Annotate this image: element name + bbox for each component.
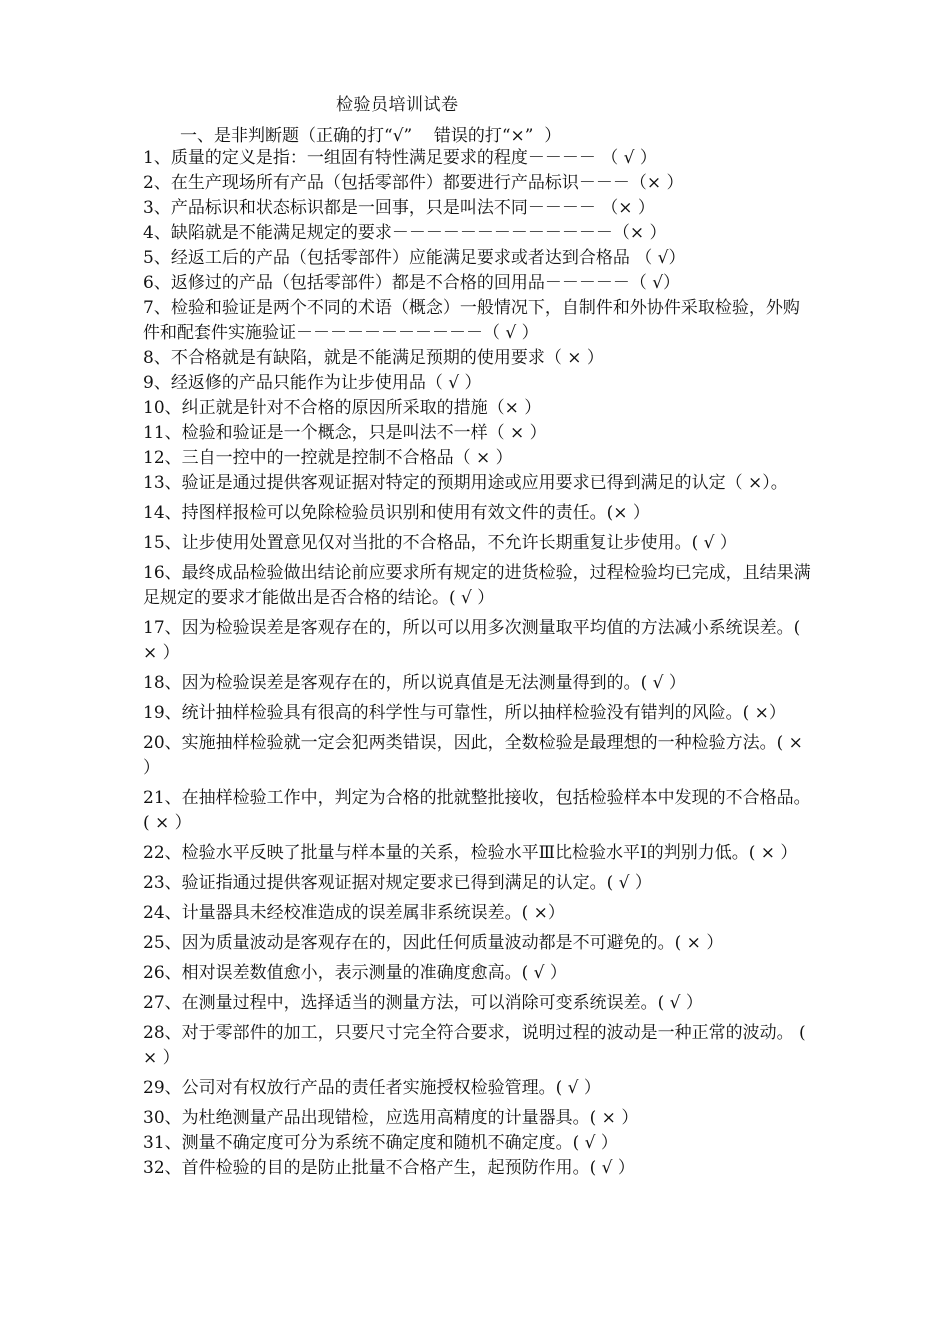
question-item: 3、产品标识和状态标识都是一回事，只是叫法不同－－－－ （× ） bbox=[143, 198, 655, 218]
question-item: 17、因为检验误差是客观存在的，所以可以用多次测量取平均值的方法减小系统误差。( × ） bbox=[143, 618, 801, 663]
question-item: 25、因为质量波动是客观存在的，因此任何质量波动都是不可避免的。( × ） bbox=[143, 933, 724, 953]
question-item: 24、计量器具未经校准造成的误差属非系统误差。( ×） bbox=[143, 903, 565, 923]
question-item: 5、经返工后的产品（包括零部件）应能满足要求或者达到合格品 （ √） bbox=[143, 248, 686, 268]
question-item: 18、因为检验误差是客观存在的，所以说真值是无法测量得到的。( √ ） bbox=[143, 673, 686, 693]
question-item: 22、检验水平反映了批量与样本量的关系，检验水平Ⅲ比检验水平Ⅰ的判别力低。( × ） bbox=[143, 843, 798, 863]
question-list bbox=[143, 146, 811, 1181]
question-item: 6、返修过的产品（包括零部件）都是不合格的回用品－－－－－（ √） bbox=[143, 273, 681, 293]
question-item: 1、质量的定义是指：一组固有特性满足要求的程度－－－－ （ √ ） bbox=[143, 148, 657, 168]
question-item: 10、纠正就是针对不合格的原因所采取的措施（× ） bbox=[143, 398, 542, 418]
section-heading: 一、是非判断题（正确的打“√” 错误的打“×” ） bbox=[180, 126, 562, 146]
question-item: 11、检验和验证是一个概念，只是叫法不一样（ × ） bbox=[143, 423, 547, 443]
question-item: 15、让步使用处置意见仅对当批的不合格品，不允许长期重复让步使用。( √ ） bbox=[143, 533, 737, 553]
question-item: 26、相对误差数值愈小，表示测量的准确度愈高。( √ ） bbox=[143, 963, 567, 983]
document-title: 检验员培训试卷 bbox=[336, 95, 459, 115]
question-item: 23、验证指通过提供客观证据对规定要求已得到满足的认定。( √ ） bbox=[143, 873, 652, 893]
question-item: 21、在抽样检验工作中，判定为合格的批就整批接收，包括检验样本中发现的不合格品。( × ） bbox=[143, 788, 811, 833]
question-item: 7、检验和验证是两个不同的术语（概念）一般情况下，自制件和外协件采取检验，外购件和配套件实施验证－－－－－－－－－－－（ √ ） bbox=[143, 298, 800, 343]
question-item: 2、在生产现场所有产品（包括零部件）都要进行产品标识－－－（× ） bbox=[143, 173, 684, 193]
question-item: 19、统计抽样检验具有很高的科学性与可靠性，所以抽样检验没有错判的风险。( ×） bbox=[143, 703, 786, 723]
question-item: 13、验证是通过提供客观证据对特定的预期用途或应用要求已得到满足的认定（ ×）。 bbox=[143, 473, 788, 493]
question-item: 12、三自一控中的一控就是控制不合格品（ × ） bbox=[143, 448, 513, 468]
question-item: 4、缺陷就是不能满足规定的要求－－－－－－－－－－－－－（× ） bbox=[143, 223, 667, 243]
question-item: 8、不合格就是有缺陷，就是不能满足预期的使用要求（ × ） bbox=[143, 348, 604, 368]
question-item: 29、公司对有权放行产品的责任者实施授权检验管理。( √ ） bbox=[143, 1078, 601, 1098]
question-item: 20、实施抽样检验就一定会犯两类错误，因此，全数检验是最理想的一种检验方法。( × ） bbox=[143, 733, 803, 778]
question-item: 31、测量不确定度可分为系统不确定度和随机不确定度。( √ ） bbox=[143, 1133, 618, 1153]
question-item: 9、经返修的产品只能作为让步使用品（ √ ） bbox=[143, 373, 482, 393]
question-item: 14、持图样报检可以免除检验员识别和使用有效文件的责任。(× ） bbox=[143, 503, 650, 523]
question-item: 16、最终成品检验做出结论前应要求所有规定的进货检验，过程检验均已完成，且结果满足规定的要求才能做出是否合格的结论。( √ ） bbox=[143, 563, 811, 608]
question-item: 30、为杜绝测量产品出现错检，应选用高精度的计量器具。( × ） bbox=[143, 1108, 639, 1128]
question-item: 28、对于零部件的加工，只要尺寸完全符合要求，说明过程的波动是一种正常的波动。 ( × ） bbox=[143, 1023, 806, 1068]
question-item: 27、在测量过程中，选择适当的测量方法，可以消除可变系统误差。( √ ） bbox=[143, 993, 703, 1013]
question-item: 32、首件检验的目的是防止批量不合格产生，起预防作用。( √ ） bbox=[143, 1158, 635, 1178]
